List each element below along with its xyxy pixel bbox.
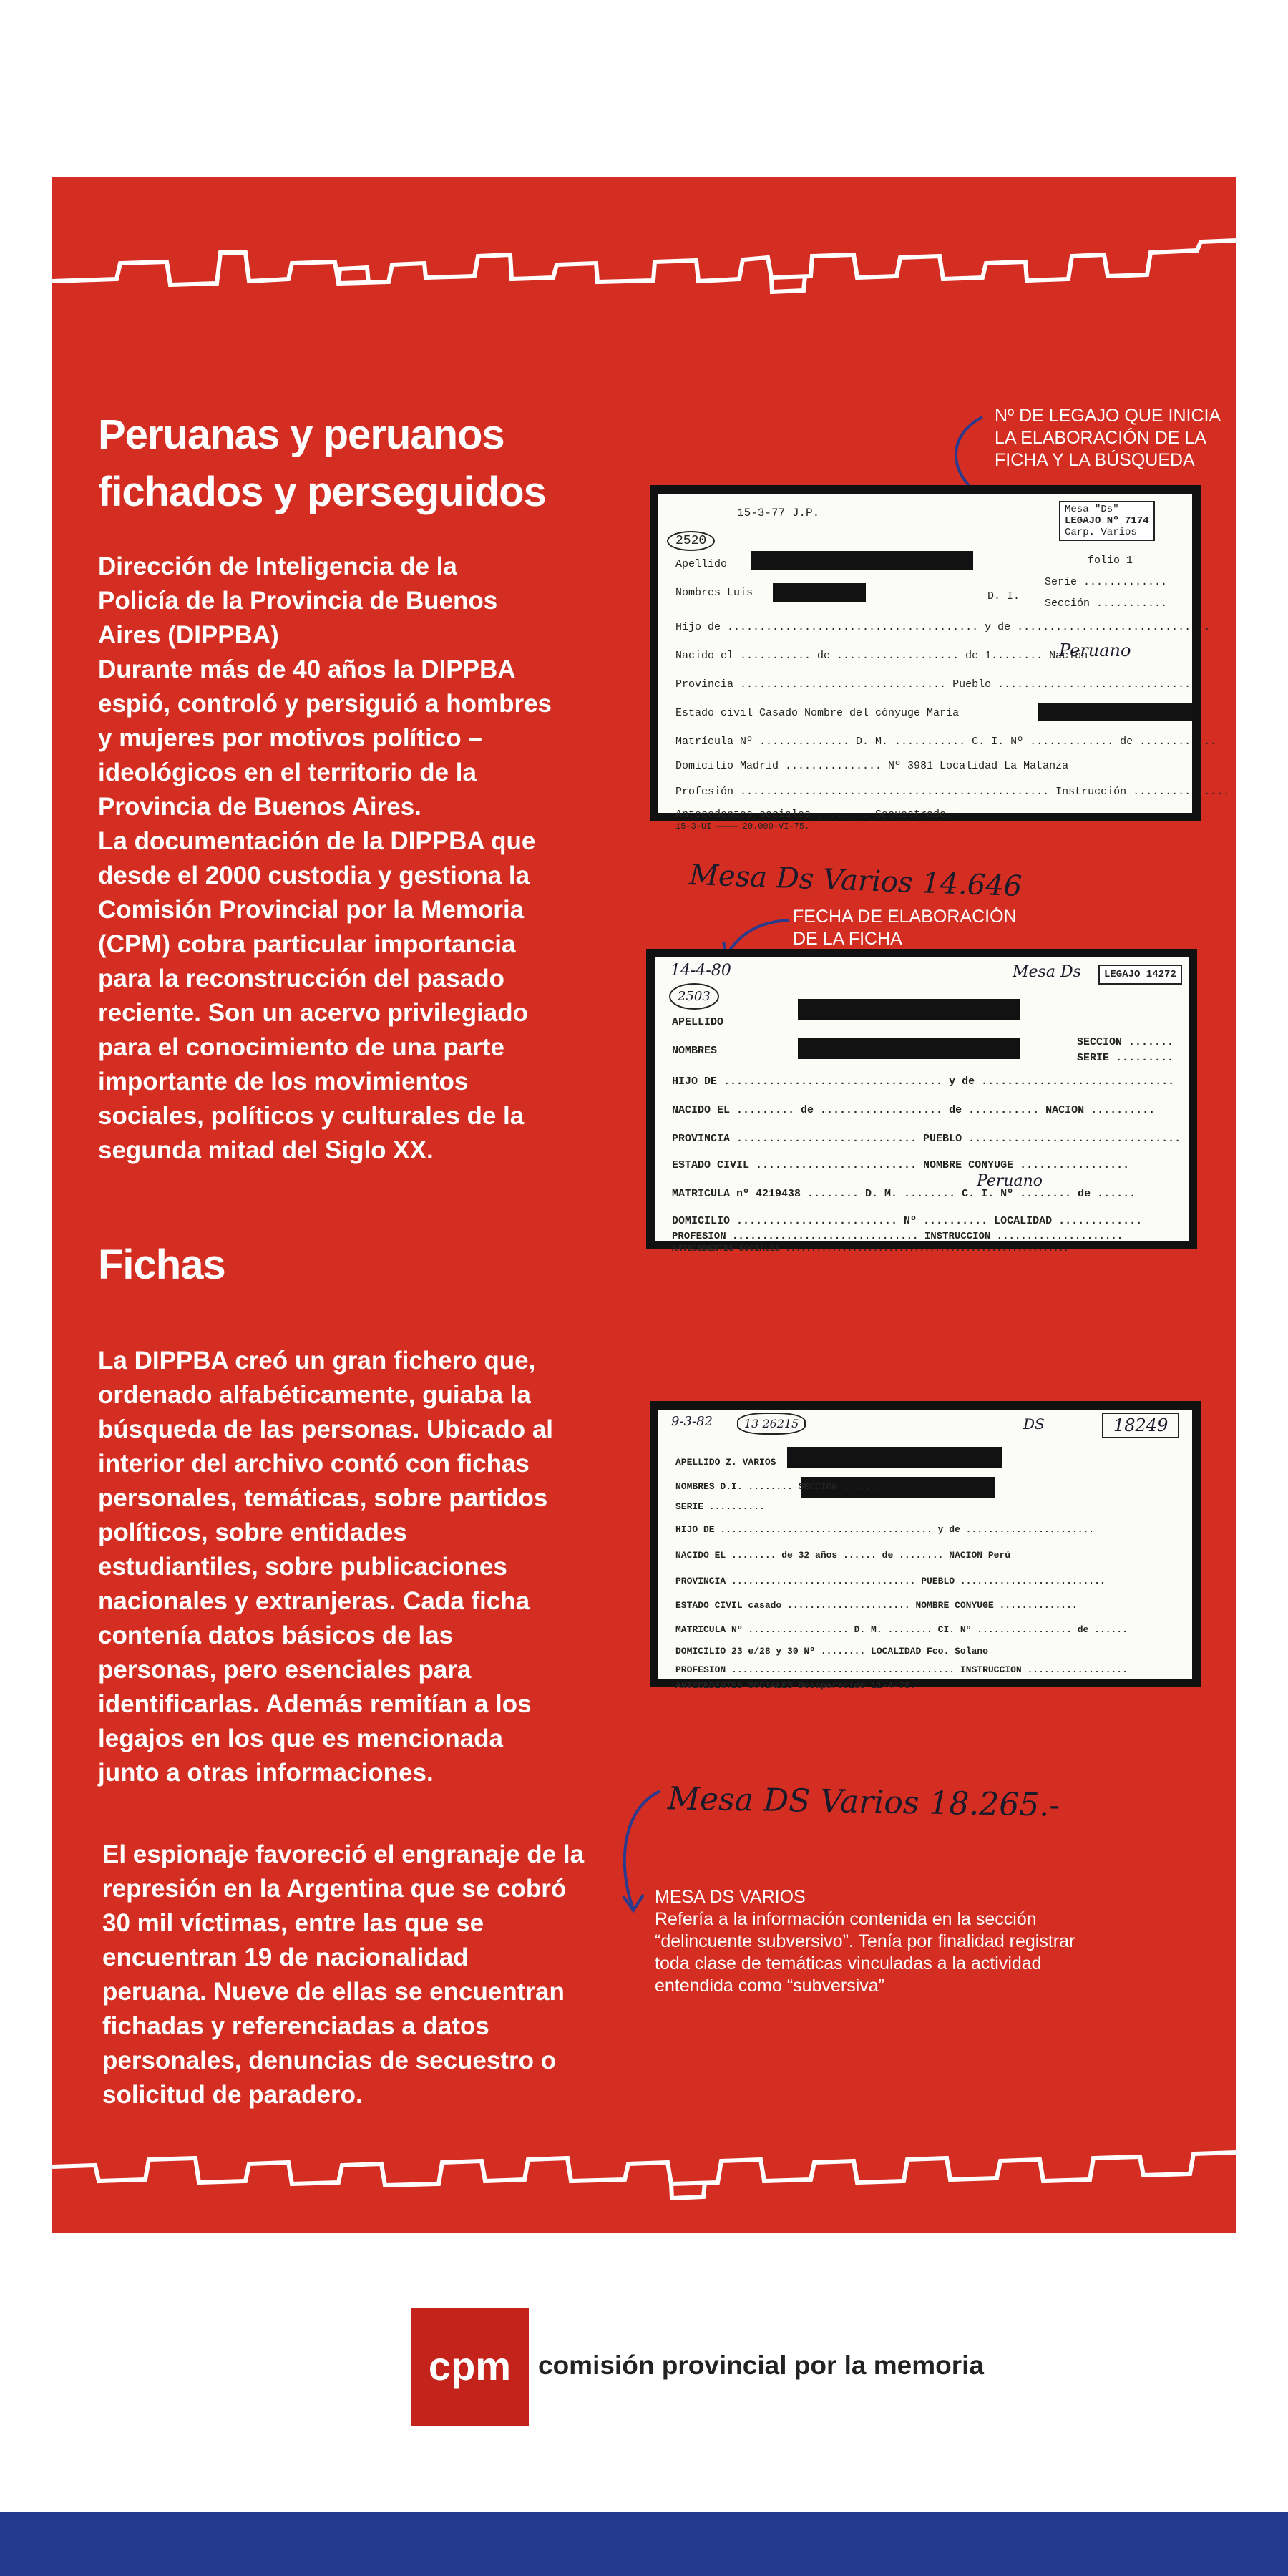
card1-carp: Carp. Varios — [1065, 527, 1137, 538]
card3-stamp: 13 26215 — [737, 1413, 806, 1435]
paragraph-line: represión en la Argentina que se cobró — [102, 1875, 567, 1903]
card1-line: Nombres Luis — [675, 587, 753, 599]
paragraph-line: Provincia de Buenos Aires. — [98, 793, 421, 821]
card1-footer: 15-3-UI ———— 20.000-VI-75. — [675, 821, 810, 831]
subtitle-line: Policía de la Provincia de Buenos — [98, 587, 498, 615]
card1-line: Apellido — [675, 558, 728, 570]
card3-line: PROFESION ........................................ INSTRUCCION .................. — [675, 1664, 1128, 1675]
ficha-card-1 — [650, 485, 1230, 831]
card2-line: PROVINCIA ............................ PUEBLO ................................. — [672, 1133, 1181, 1145]
cpm-logo-text: cpm — [428, 2343, 512, 2389]
top-zigzag-border — [52, 213, 1236, 299]
card2-line: ESTADO CIVIL ......................... NOMBRE CONYUGE ................. — [672, 1159, 1130, 1171]
section-title-fichas: Fichas — [98, 1241, 225, 1288]
card3-date: 9-3-82 — [671, 1414, 713, 1429]
annotation-mesa-title: MESA DS VARIOS — [655, 1887, 806, 1907]
paragraph-line: personas, pero esenciales para — [98, 1656, 472, 1684]
paragraph-line: legajos en los que es mencionada — [98, 1724, 504, 1752]
title-line-2: fichados y perseguidos — [98, 469, 546, 515]
annotation-line: Nº DE LEGAJO QUE INICIA — [995, 406, 1221, 426]
paragraph-line: importante de los movimientos — [98, 1068, 469, 1096]
redaction-bar — [1038, 703, 1195, 721]
card1-date: 15-3-77 J.P. — [737, 507, 820, 519]
annotation-line: DE LA FICHA — [793, 929, 902, 949]
card3-mesa: DS — [1023, 1415, 1045, 1433]
card3-line: ANTECEDENTES SOCIALES Desaparecido 11-4-78. — [675, 1680, 916, 1691]
card3-line: SERIE .......... — [675, 1501, 765, 1512]
ficha-card-2 — [646, 949, 1197, 1254]
paragraph-line: para el conocimiento de una parte — [98, 1033, 504, 1061]
card3-line: HIJO DE ...................................... y de ....................... — [675, 1524, 1095, 1535]
card1-section: Sección ........... — [1045, 597, 1168, 610]
paragraph-line: sociales, políticos y culturales de la — [98, 1102, 525, 1130]
ficha-card-2-paper — [655, 957, 1189, 1254]
intro-paragraph — [98, 653, 552, 1168]
card3-line: APELLIDO Z. VARIOS — [675, 1457, 776, 1468]
paragraph-line: interior del archivo contó con fichas — [98, 1450, 530, 1478]
title-line-1: Peruanas y peruanos — [98, 411, 504, 458]
card1-di: D. I. — [987, 590, 1020, 602]
card2-line: HIJO DE .................................. y de .............................. — [672, 1075, 1175, 1088]
paragraph-line: personales, denuncias de secuestro o — [102, 2046, 557, 2074]
card2-date: 14-4-80 — [670, 962, 731, 980]
card1-stamp: 2520 — [667, 531, 715, 551]
annotation-line: “delincuente subversivo”. Tenía por finalidad registrar — [655, 1931, 1075, 1951]
paragraph-line: búsqueda de las personas. Ubicado al — [98, 1415, 554, 1443]
paragraph-line: junto a otras informaciones. — [98, 1759, 434, 1787]
subtitle-dippba — [98, 550, 497, 653]
card2-legajo: LEGAJO 14272 — [1098, 965, 1182, 985]
annotation-line: LA ELABORACIÓN DE LA — [995, 428, 1206, 448]
annotation-line: entendida como “subversiva” — [655, 1976, 884, 1996]
paragraph-line: peruana. Nueve de ellas se encuentran — [102, 1978, 565, 2006]
card2-line: DOMICILIO ......................... Nº .......... LOCALIDAD ............. — [672, 1215, 1143, 1227]
card3-line: ESTADO CIVIL casado ...................... NOMBRE CONYUGE .............. — [675, 1600, 1078, 1611]
card1-line: Nacido el ........... de ................... de 1........ Nación — [675, 650, 1088, 662]
card3-line: MATRICULA Nº .................. D. M. ........ CI. Nº ................. de ...... — [675, 1624, 1128, 1635]
paragraph-line: personales, temáticas, sobre partidos — [98, 1484, 548, 1512]
red-panel — [52, 177, 1236, 2233]
annotation-line: FICHA Y LA BÚSQUEDA — [995, 450, 1195, 470]
card2-stamp: 2503 — [669, 983, 719, 1010]
bottom-blue-bar — [0, 2512, 1288, 2576]
paragraph-line: y mujeres por motivos político – — [98, 724, 482, 752]
paragraph-line: desde el 2000 custodia y gestiona la — [98, 862, 530, 889]
card3-line: NACIDO EL ........ de 32 años ...... de ........ NACION Perú — [675, 1550, 1011, 1561]
card3-legajo: 18249 — [1102, 1413, 1179, 1438]
card1-line: Estado civil Casado Nombre del cónyuge María — [675, 707, 960, 719]
redaction-bar — [787, 1447, 1002, 1468]
annotation-line: toda clase de temáticas vinculadas a la actividad — [655, 1953, 1042, 1974]
fichas-paragraph — [98, 1344, 553, 1790]
subtitle-line: Aires (DIPPBA) — [98, 621, 279, 649]
paragraph-line: Comisión Provincial por la Memoria — [98, 896, 525, 924]
paragraph-line: La DIPPBA creó un gran fichero que, — [98, 1347, 536, 1375]
card2-line: MATRICULA nº 4219438 ........ D. M. ........ C. I. Nº ........ de ...... — [672, 1188, 1136, 1200]
paragraph-line: identificarlas. Además remitían a los — [98, 1690, 532, 1718]
paragraph-line: políticos, sobre entidades — [98, 1518, 407, 1546]
card2-line: ANTECEDENTES SOCIALES ....................................................... — [672, 1244, 1069, 1254]
paragraph-line: espió, controló y persiguió a hombres — [98, 690, 552, 718]
paragraph-line: La documentación de la DIPPBA que — [98, 827, 536, 855]
card1-line: Matrícula Nº .............. D. M. ........... C. I. Nº ............. de ............ — [675, 736, 1217, 748]
paragraph-line: para la reconstrucción del pasado — [98, 965, 504, 992]
paragraph-line: reciente. Son un acervo privilegiado — [98, 999, 529, 1027]
card1-handwriting: Mesa Ds Varios 14.646 — [688, 858, 1023, 904]
paragraph-line: ideológicos en el territorio de la — [98, 758, 477, 786]
bottom-zigzag-border — [52, 2124, 1236, 2210]
card2-mesa: Mesa Ds — [1013, 963, 1081, 981]
redaction-bar — [798, 999, 1020, 1020]
redaction-bar — [751, 551, 973, 570]
card2-line: NACIDO EL ......... de ................... de ........... NACION .......... — [672, 1104, 1156, 1116]
card2-line: NOMBRES — [672, 1045, 718, 1057]
redaction-bar — [798, 1038, 1020, 1059]
paragraph-line: encuentran 19 de nacionalidad — [102, 1943, 469, 1971]
card2-section: SERIE ......... — [1077, 1052, 1174, 1064]
card3-line: DOMICILIO 23 e/28 y 30 Nº ........ LOCALIDAD Fco. Solano — [675, 1646, 988, 1657]
ficha-card-3-paper — [658, 1410, 1192, 1691]
ficha-card-1-paper — [658, 494, 1230, 831]
card1-section: Serie ............. — [1045, 576, 1168, 588]
card1-nacion-handwritten: Peruano — [1059, 640, 1131, 660]
cpm-logo — [411, 2308, 529, 2426]
card1-line: Provincia ................................ Pueblo ............................... — [675, 678, 1198, 691]
card2-line: APELLIDO — [672, 1016, 724, 1028]
subtitle-line: Dirección de Inteligencia de la — [98, 552, 457, 580]
annotation-line: FECHA DE ELABORACIÓN — [793, 907, 1017, 927]
paragraph-line: solicitud de paradero. — [102, 2081, 363, 2109]
paragraph-line: Durante más de 40 años la DIPPBA — [98, 655, 516, 683]
card1-folio: folio 1 — [1088, 555, 1133, 567]
card1-legajo: LEGAJO Nº 7174 — [1065, 515, 1149, 527]
card1-line: Domicilio Madrid ............... Nº 3981 Localidad La Matanza — [675, 760, 1069, 772]
card1-line: Antecedentes sociales ........ Secuestrado.- — [675, 809, 960, 821]
annotation-fecha — [793, 906, 1017, 950]
card3-handwriting: Mesa DS Varios 18.265.- — [667, 1780, 1060, 1824]
card3-line: NOMBRES D.I. ........ SECCION ........ — [675, 1481, 888, 1492]
annotation-mesa — [655, 1886, 1075, 1997]
footer-org-name: comisión provincial por la memoria — [538, 2351, 985, 2380]
paragraph-line: nacionales y extranjeras. Cada ficha — [98, 1587, 530, 1615]
annotation-line: Refería a la información contenida en la sección — [655, 1909, 1037, 1929]
card1-line: Profesión ................................................ Instrucción ............... — [675, 786, 1230, 798]
card3-line: PROVINCIA ................................. PUEBLO .......................... — [675, 1576, 1106, 1586]
annotation-legajo — [995, 405, 1221, 472]
ficha-card-3 — [650, 1401, 1201, 1691]
paragraph-line: 30 mil víctimas, entre las que se — [102, 1909, 484, 1937]
card2-line: PROFESION ............................... INSTRUCCION ..................... — [672, 1231, 1123, 1242]
card2-section: SECCION ....... — [1077, 1036, 1174, 1048]
paragraph-line: segunda mitad del Siglo XX. — [98, 1136, 434, 1164]
card1-mesa: Mesa "Ds" — [1065, 504, 1119, 515]
card2-nacion-handwritten: Peruano — [977, 1172, 1043, 1190]
paragraph-line: El espionaje favoreció el engranaje de la — [102, 1840, 585, 1868]
redaction-bar — [773, 583, 866, 602]
paragraph-line: fichadas y referenciadas a datos — [102, 2012, 489, 2040]
espionaje-paragraph — [102, 1838, 584, 2112]
paragraph-line: estudiantiles, sobre publicaciones — [98, 1553, 507, 1581]
card1-line: Hijo de ....................................... y de .............................. — [675, 621, 1211, 633]
paragraph-line: contenía datos básicos de las — [98, 1621, 453, 1649]
paragraph-line: (CPM) cobra particular importancia — [98, 930, 516, 958]
paragraph-line: ordenado alfabéticamente, guiaba la — [98, 1381, 531, 1409]
card1-legajo-box — [1059, 501, 1155, 541]
